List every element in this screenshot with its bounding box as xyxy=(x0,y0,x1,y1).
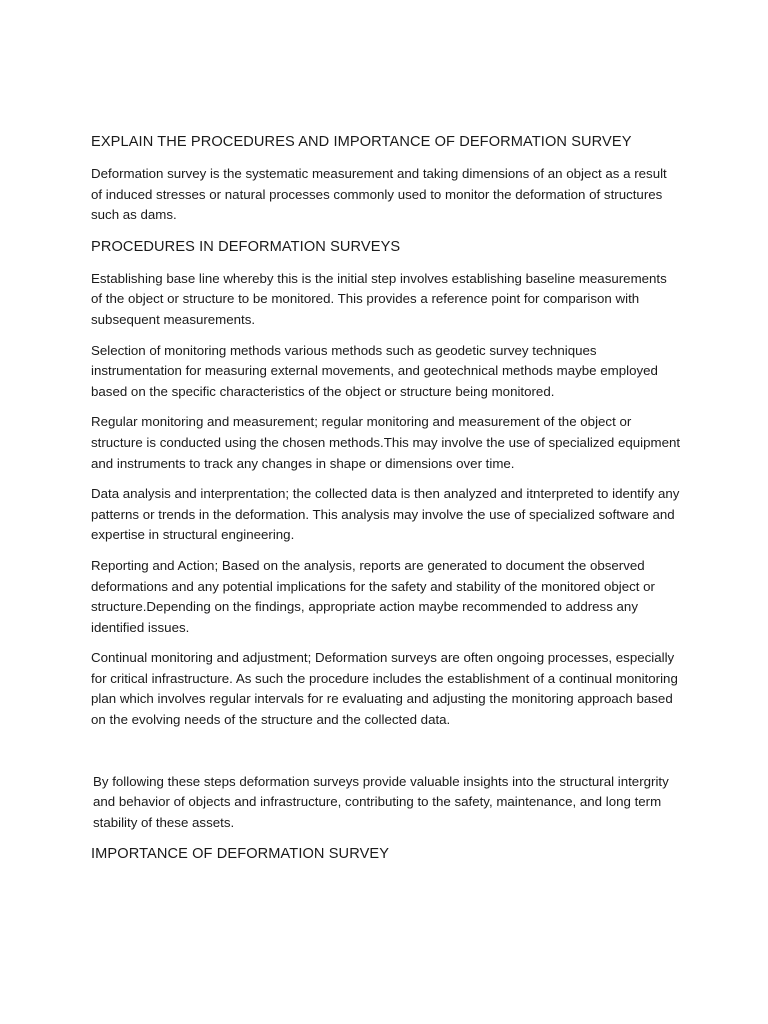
conclusion-paragraph: By following these steps deformation surveys provide valuable insights into the structural intergrity and behavior of objects and infrastructure, contributing to the safety, maintenance, and long term stability of these assets. xyxy=(93,773,669,830)
procedure-paragraph: Data analysis and interprentation; the collected data is then analyzed and itnterpreted to identify any patterns or trends in the deformation. This analysis may involve the use of specialized software and expertise in structural engineering. xyxy=(91,486,680,543)
importance-heading: IMPORTANCE OF DEFORMATION SURVEY xyxy=(91,846,390,863)
procedure-paragraph: Continual monitoring and adjustment; Deformation surveys are often ongoing processes, especially for critical infrastructure. As such the procedure includes the establishment of a continual monitoring plan which involves regular intervals for re evaluating and adjusting the monitoring approach based on the evolving needs of the structure and the collected data. xyxy=(91,650,678,728)
document-page xyxy=(91,131,681,876)
procedures-heading: PROCEDURES IN DEFORMATION SURVEYS xyxy=(91,238,401,255)
procedure-paragraph: Reporting and Action; Based on the analysis, reports are generated to document the observed deformations and any potential implications for the safety and stability of the monitored object or structure.Depending on the findings, appropriate action maybe recommended to address any identified issues. xyxy=(91,557,655,635)
blank-line xyxy=(91,741,681,772)
procedure-paragraph: Establishing base line whereby this is the initial step involves establishing baseline measurements of the object or structure to be monitored. This provides a reference point for comparison with subsequent measurements. xyxy=(91,270,667,327)
intro-paragraph: Deformation survey is the systematic measurement and taking dimensions of an object as a result of induced stresses or natural processes commonly used to monitor the deformation of structures such as dams. xyxy=(91,166,667,223)
document-title: EXPLAIN THE PROCEDURES AND IMPORTANCE OF DEFORMATION SURVEY xyxy=(91,134,632,150)
procedure-paragraph: Regular monitoring and measurement; regular monitoring and measurement of the object or structure is conducted using the chosen methods.This may involve the use of specialized equipment and instruments to track any changes in shape or dimensions over time. xyxy=(91,414,681,471)
procedure-paragraph: Selection of monitoring methods various methods such as geodetic survey techniques instrumentation for measuring external movements, and geotechnical methods maybe employed based on the specific characteristics of the object or structure being monitored. xyxy=(91,342,658,399)
